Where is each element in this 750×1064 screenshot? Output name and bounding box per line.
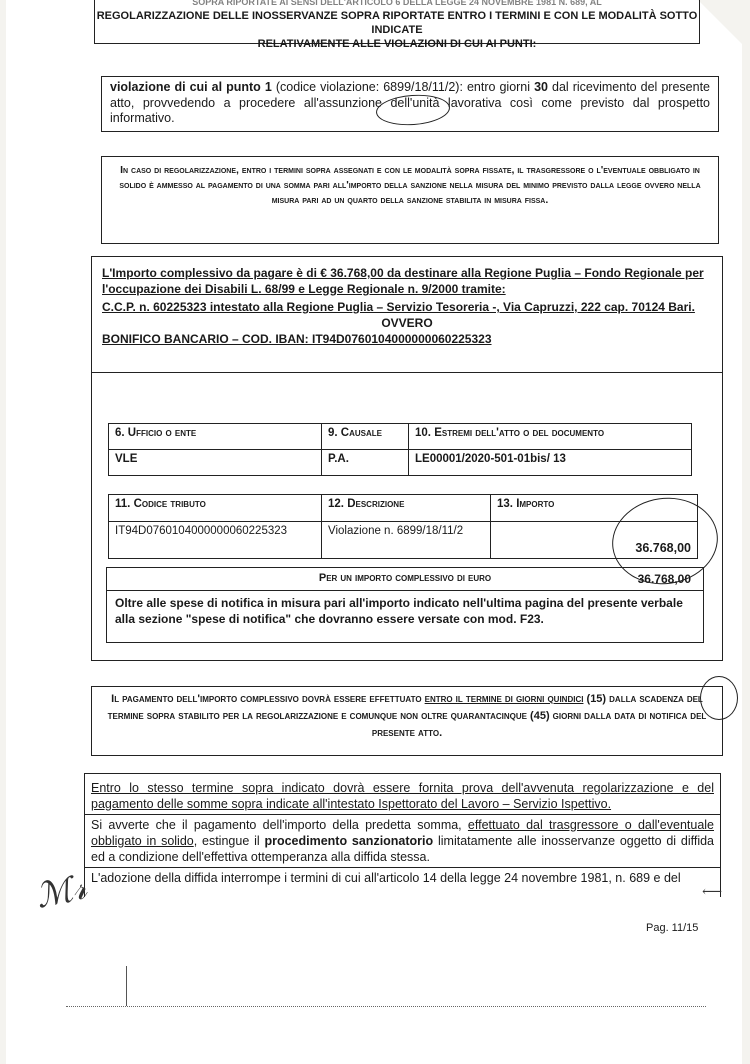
scan-mark — [126, 966, 127, 1006]
warning-paragraph: Si avverte che il pagamento dell'importo della predetta somma, effettuato dal trasgressore o dall'eventuale obbligato in solido, estingue il procedimento sanzionatorio limitatamente alle inosservanze oggetto di diffida ed a condizione dell'effettiva ottemperanza alla diffida stessa. — [85, 814, 720, 865]
table-row — [109, 450, 692, 476]
ccp-line: C.C.P. n. 60225323 intestato alla Regione Puglia – Servizio Tesoreria -, Via Capruzzi, 222 cap. 70124 Bari. — [102, 300, 695, 314]
office-table — [108, 423, 692, 476]
table-row — [109, 495, 698, 522]
payment-details — [92, 257, 722, 373]
violation-text: (codice violazione: 6899/18/11/2): entro giorni — [275, 80, 531, 94]
final-notes-box — [84, 773, 721, 897]
folded-corner — [698, 0, 742, 44]
handwritten-signature: ℳ𝓇 — [32, 867, 91, 917]
handwritten-arrow-mark: ⟵ — [702, 884, 723, 900]
violation-rest: dal ricevimento del presente atto, provvedendo a procedere all'assunzione dell'unità lavorativa così come previsto dal prospetto informativo. — [110, 80, 710, 125]
violation-prefix: violazione di cui al punto 1 — [110, 80, 272, 94]
total-value: 36.768,00 — [637, 572, 691, 586]
handwritten-initials-mark — [700, 676, 738, 720]
tax-code-value: IT94D0760104000000060225323 — [109, 522, 322, 559]
table-row — [109, 522, 698, 559]
regularization-text: In caso di regolarizzazione, entro i termini sopra assegnati e con le modalità sopra fissate, il trasgressore o l'eventuale obbligato in solido è ammesso al pagamento di una somma pari all'importo della sanzione nella misura del minimo previsto dalla legge ovvero nella misura pari ad un quarto della sanzione stabilita in misura fissa. — [119, 164, 701, 206]
payment-box — [91, 256, 723, 661]
amount-line: L'Importo complessivo da pagare è di € 36.768,00 da destinare alla Regione Puglia – Fondo Regionale per l'occupazione dei Disabili L. 68/99 e Legge Regionale n. 9/2000 tramite: — [102, 266, 704, 296]
total-label: Per un importo complessivo di euro — [318, 572, 492, 584]
interruption-paragraph: L'adozione della diffida interrompe i termini di cui all'articolo 14 della legge 24 novembre 1981, n. 689 e del — [85, 867, 720, 886]
notification-costs-note: Oltre alle spese di notifica in misura pari all'importo indicato nell'ultima pagina del presente verbale alla sezione "spese di notifica" che dovranno essere versate con mod. F23. — [115, 596, 683, 626]
header-line-2: RELATIVAMENTE ALLE VIOLAZIONI DI CUI AI PUNTI: — [257, 38, 537, 50]
document-page — [6, 0, 742, 1064]
total-box — [106, 567, 704, 643]
iban-line: BONIFICO BANCARIO – COD. IBAN: IT94D0760104000000060225323 — [102, 332, 492, 346]
table-row — [109, 424, 692, 450]
amount-value: 36.768,00 — [491, 522, 698, 559]
causale-value: P.A. — [322, 450, 409, 476]
description-value: Violazione n. 6899/18/11/2 — [322, 522, 491, 559]
tax-table — [108, 494, 698, 559]
office-value: VLE — [109, 450, 322, 476]
header-cell: 11. Codice tributo — [109, 495, 322, 522]
total-row — [107, 568, 703, 591]
violation-days: 30 — [534, 80, 548, 94]
bottom-dotted-line — [66, 1006, 706, 1007]
header-cell: 6. Ufficio o ente — [109, 424, 322, 450]
page-number: Pag. 11/15 — [646, 922, 699, 934]
regularization-box — [101, 156, 719, 244]
header-cell: 10. Estremi dell'atto o del documento — [409, 424, 692, 450]
header-cell: 13. Importo — [491, 495, 698, 522]
header-line-1: REGOLARIZZAZIONE DELLE INOSSERVANZE SOPRA RIPORTATE ENTRO I TERMINI E CON LE MODALITÀ SOTTO INDICATE — [96, 10, 698, 36]
payment-deadline-box: Il pagamento dell'importo complessivo dovrà essere effettuato entro il termine di giorni quindici (15) dalla scadenza del termine sopra stabilito per la regolarizzazione e comunque non oltre quarantacinque (45) giorni dalla data di notifica del presente atto. — [91, 686, 723, 756]
header-cell: 12. Descrizione — [322, 495, 491, 522]
header-box — [94, 0, 700, 50]
header-cut-line: SOPRA RIPORTATE AI SENSI DELL'ARTICOLO 6 DELLA LEGGE 24 NOVEMBRE 1981 N. 689, AL — [192, 0, 602, 7]
header-cell: 9. Causale — [322, 424, 409, 450]
proof-paragraph: Entro lo stesso termine sopra indicato dovrà essere fornita prova dell'avvenuta regolarizzazione e del pagamento delle somme sopra indicate all'intestato Ispettorato del Lavoro – Servizio Ispettivo. — [91, 781, 714, 811]
ovvero-label: OVVERO — [381, 316, 433, 330]
document-ref-value: LE00001/2020-501-01bis/ 13 — [409, 450, 692, 476]
